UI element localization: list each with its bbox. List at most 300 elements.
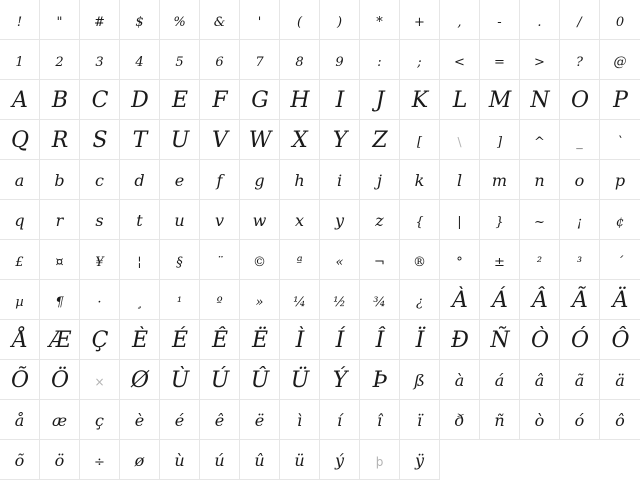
glyph: ø	[134, 451, 145, 470]
glyph: ü	[294, 451, 305, 470]
glyph-cell	[200, 320, 240, 360]
glyph-cell	[280, 40, 320, 80]
glyph-cell	[80, 440, 120, 480]
glyph-cell	[400, 440, 440, 480]
glyph-cell	[360, 280, 400, 320]
glyph: ò	[534, 411, 545, 430]
glyph: ]	[496, 135, 503, 150]
glyph-cell	[120, 0, 160, 40]
glyph: ç	[95, 411, 104, 430]
glyph: W	[248, 128, 271, 153]
glyph: ¥	[95, 255, 104, 270]
glyph: |	[457, 215, 462, 230]
glyph: I	[335, 88, 344, 113]
glyph-cell	[480, 0, 520, 40]
glyph-cell	[240, 400, 280, 440]
glyph-cell	[360, 240, 400, 280]
glyph-cell	[440, 200, 480, 240]
glyph-cell	[160, 240, 200, 280]
glyph-cell	[0, 280, 40, 320]
glyph: æ	[51, 411, 68, 430]
glyph-cell	[0, 360, 40, 400]
glyph: t	[136, 211, 143, 230]
glyph-cell	[320, 80, 360, 120]
glyph-cell	[80, 160, 120, 200]
glyph-cell	[520, 360, 560, 400]
glyph-cell	[560, 320, 600, 360]
glyph: (	[296, 15, 303, 30]
glyph-cell	[400, 400, 440, 440]
glyph: J	[375, 88, 384, 113]
glyph: 4	[135, 55, 144, 70]
glyph-cell	[160, 80, 200, 120]
glyph-cell	[80, 80, 120, 120]
glyph: i	[336, 171, 343, 190]
glyph: )	[336, 15, 343, 30]
glyph-cell	[160, 200, 200, 240]
glyph-cell	[480, 120, 520, 160]
glyph: Ü	[290, 368, 309, 393]
glyph-cell	[160, 280, 200, 320]
glyph: j	[377, 171, 382, 190]
glyph-cell	[320, 200, 360, 240]
glyph-cell	[560, 160, 600, 200]
glyph: µ	[15, 295, 24, 310]
glyph: þ	[375, 455, 384, 469]
glyph: <	[454, 55, 465, 70]
glyph: N	[530, 88, 549, 113]
glyph: `	[616, 135, 624, 150]
glyph-cell	[600, 240, 640, 280]
glyph-cell	[40, 80, 80, 120]
glyph-cell	[360, 80, 400, 120]
glyph: å	[14, 411, 25, 430]
glyph-cell	[360, 320, 400, 360]
glyph: a	[14, 171, 25, 190]
glyph-cell	[120, 440, 160, 480]
glyph-cell	[520, 200, 560, 240]
glyph-cell	[440, 80, 480, 120]
glyph-cell	[80, 200, 120, 240]
glyph-cell	[400, 240, 440, 280]
glyph: K	[411, 88, 428, 113]
glyph: Û	[250, 368, 269, 393]
glyph: Z	[372, 128, 387, 153]
glyph-cell	[320, 440, 360, 480]
glyph-cell	[280, 240, 320, 280]
glyph-cell	[240, 280, 280, 320]
glyph: z	[375, 211, 384, 230]
glyph-cell	[560, 120, 600, 160]
glyph: ú	[214, 451, 225, 470]
glyph: Ø	[130, 368, 149, 393]
glyph-cell	[520, 240, 560, 280]
glyph: ô	[615, 411, 625, 430]
glyph: "	[56, 15, 63, 30]
glyph-cell	[560, 40, 600, 80]
glyph: D	[131, 88, 148, 113]
glyph: ¿	[416, 295, 423, 310]
glyph-cell	[160, 120, 200, 160]
glyph-cell	[320, 120, 360, 160]
glyph: =	[494, 55, 505, 70]
glyph: ¸	[136, 295, 143, 310]
glyph-cell	[200, 280, 240, 320]
glyph-cell	[440, 360, 480, 400]
glyph-cell	[280, 320, 320, 360]
glyph-cell	[80, 400, 120, 440]
glyph: Ð	[451, 328, 468, 353]
glyph: ñ	[494, 411, 505, 430]
glyph: à	[454, 371, 465, 390]
glyph: u	[174, 211, 185, 230]
glyph-cell	[120, 280, 160, 320]
glyph-cell	[240, 0, 280, 40]
glyph-cell	[80, 240, 120, 280]
glyph: Ö	[50, 368, 69, 393]
glyph: V	[212, 128, 227, 153]
glyph: S	[92, 128, 107, 153]
glyph-cell	[80, 320, 120, 360]
glyph-cell	[560, 360, 600, 400]
glyph-cell	[320, 0, 360, 40]
glyph: !	[16, 15, 23, 30]
glyph: ¦	[137, 255, 142, 270]
glyph: }	[495, 215, 504, 230]
glyph-cell	[200, 200, 240, 240]
glyph: õ	[14, 451, 25, 470]
glyph-cell	[200, 40, 240, 80]
glyph-cell	[120, 400, 160, 440]
glyph-cell	[520, 0, 560, 40]
glyph: Ý	[332, 368, 347, 393]
glyph-cell	[400, 160, 440, 200]
glyph: g	[254, 171, 265, 190]
glyph-cell	[120, 160, 160, 200]
glyph-cell	[400, 0, 440, 40]
glyph: o	[574, 171, 585, 190]
glyph: E	[171, 88, 188, 113]
glyph-cell	[0, 240, 40, 280]
glyph-cell	[120, 320, 160, 360]
glyph: n	[534, 171, 545, 190]
glyph-cell	[160, 160, 200, 200]
glyph: ÿ	[414, 451, 425, 470]
glyph: Y	[332, 128, 347, 153]
glyph-cell	[360, 160, 400, 200]
glyph-cell	[280, 160, 320, 200]
glyph-cell	[480, 360, 520, 400]
glyph-cell	[600, 160, 640, 200]
glyph: p	[614, 171, 626, 190]
glyph: í	[336, 411, 343, 430]
glyph: x	[294, 211, 305, 230]
glyph-cell	[200, 240, 240, 280]
glyph-cell	[160, 0, 200, 40]
glyph-cell	[520, 120, 560, 160]
glyph: h	[294, 171, 305, 190]
glyph: Î	[375, 328, 384, 353]
glyph-cell	[360, 360, 400, 400]
glyph-cell	[480, 40, 520, 80]
glyph-cell	[320, 400, 360, 440]
glyph-cell	[240, 320, 280, 360]
glyph-cell	[480, 80, 520, 120]
glyph-cell	[120, 240, 160, 280]
glyph-cell	[160, 400, 200, 440]
glyph-cell	[520, 160, 560, 200]
glyph-cell	[0, 400, 40, 440]
glyph: :	[377, 55, 382, 70]
glyph: ù	[174, 451, 185, 470]
glyph-cell	[440, 0, 480, 40]
glyph-cell	[440, 400, 480, 440]
glyph-cell	[80, 360, 120, 400]
glyph-cell	[320, 240, 360, 280]
glyph: ¾	[373, 295, 386, 310]
glyph: &	[213, 15, 226, 30]
glyph-cell	[0, 200, 40, 240]
glyph-cell	[400, 120, 440, 160]
glyph-cell	[560, 400, 600, 440]
glyph: §	[176, 255, 183, 270]
glyph: %	[173, 15, 186, 30]
glyph: é	[174, 411, 185, 430]
glyph: -	[497, 15, 502, 30]
glyph: Ë	[251, 328, 268, 353]
glyph-cell	[240, 40, 280, 80]
glyph: Q	[10, 128, 29, 153]
glyph: Ô	[611, 328, 629, 353]
glyph: ì	[296, 411, 303, 430]
glyph-cell	[80, 40, 120, 80]
glyph: *	[376, 15, 383, 30]
glyph: r	[55, 211, 64, 230]
glyph: b	[54, 171, 65, 190]
glyph: d	[134, 171, 145, 190]
glyph: L	[452, 88, 467, 113]
glyph: Ä	[612, 288, 628, 313]
glyph-cell	[0, 80, 40, 120]
glyph: e	[174, 171, 185, 190]
glyph-cell	[200, 80, 240, 120]
glyph-cell	[200, 160, 240, 200]
glyph-cell	[480, 400, 520, 440]
glyph: ½	[333, 295, 346, 310]
glyph: ~	[534, 215, 545, 230]
glyph-cell	[200, 440, 240, 480]
glyph: ±	[494, 255, 505, 270]
glyph-cell	[0, 0, 40, 40]
glyph-cell	[320, 160, 360, 200]
glyph-cell	[40, 120, 80, 160]
glyph: ë	[254, 411, 265, 430]
glyph: Õ	[10, 368, 29, 393]
glyph: â	[534, 371, 545, 390]
glyph-cell	[560, 240, 600, 280]
glyph-cell	[40, 440, 80, 480]
glyph: À	[452, 288, 467, 313]
glyph-cell	[400, 280, 440, 320]
glyph: ;	[417, 55, 422, 70]
glyph: 8	[295, 55, 304, 70]
glyph: .	[537, 15, 542, 30]
glyph-cell	[400, 320, 440, 360]
glyph: 0	[615, 15, 625, 30]
glyph: Í	[335, 328, 344, 353]
glyph: Ê	[211, 328, 228, 353]
glyph-cell	[480, 240, 520, 280]
glyph: s	[95, 211, 104, 230]
glyph-cell	[240, 240, 280, 280]
glyph: £	[15, 255, 24, 270]
glyph-cell	[480, 280, 520, 320]
glyph: Ì	[295, 328, 304, 353]
glyph: 6	[215, 55, 224, 70]
glyph: v	[214, 211, 225, 230]
glyph-cell	[360, 0, 400, 40]
glyph-cell	[40, 200, 80, 240]
glyph: È	[131, 328, 148, 353]
glyph-cell	[280, 0, 320, 40]
glyph: 2	[55, 55, 64, 70]
glyph-cell	[320, 40, 360, 80]
glyph: ¬	[374, 255, 385, 270]
glyph: +	[414, 15, 425, 30]
glyph: [	[416, 135, 423, 150]
glyph: #	[94, 15, 105, 30]
glyph: ®	[413, 255, 426, 270]
glyph-cell	[400, 200, 440, 240]
glyph: C	[91, 88, 108, 113]
glyph-cell	[600, 280, 640, 320]
glyph-cell	[40, 40, 80, 80]
glyph-cell	[560, 0, 600, 40]
glyph-cell	[440, 40, 480, 80]
glyph: ï	[416, 411, 423, 430]
glyph-cell	[0, 320, 40, 360]
glyph-cell	[520, 40, 560, 80]
glyph-cell	[360, 120, 400, 160]
glyph-cell	[480, 160, 520, 200]
glyph-cell	[600, 320, 640, 360]
glyph-cell	[120, 200, 160, 240]
glyph: «	[335, 255, 344, 270]
glyph-cell	[200, 0, 240, 40]
glyph-cell	[80, 0, 120, 40]
glyph: Á	[492, 288, 507, 313]
glyph: á	[494, 371, 505, 390]
glyph-cell	[480, 320, 520, 360]
glyph-cell	[520, 400, 560, 440]
glyph-cell	[240, 360, 280, 400]
glyph: @	[613, 55, 627, 70]
glyph: è	[134, 411, 145, 430]
glyph: ä	[615, 371, 625, 390]
glyph-cell	[0, 440, 40, 480]
glyph: X	[292, 128, 307, 153]
glyph-cell	[560, 80, 600, 120]
glyph-cell	[320, 360, 360, 400]
glyph: ³	[576, 255, 583, 270]
glyph-cell	[600, 200, 640, 240]
glyph-cell	[120, 40, 160, 80]
glyph-cell	[360, 440, 400, 480]
glyph-cell	[200, 120, 240, 160]
glyph: »	[255, 295, 264, 310]
glyph-cell	[0, 160, 40, 200]
glyph: ¼	[293, 295, 306, 310]
glyph: ÷	[94, 455, 105, 470]
glyph-cell	[0, 120, 40, 160]
glyph: ó	[574, 411, 585, 430]
glyph: \	[457, 135, 462, 149]
glyph: °	[456, 255, 463, 270]
glyph-cell	[280, 200, 320, 240]
glyph: Ù	[170, 368, 189, 393]
glyph-cell	[440, 120, 480, 160]
glyph: $	[135, 15, 144, 30]
glyph: ð	[454, 411, 465, 430]
glyph-cell	[280, 120, 320, 160]
glyph-cell	[320, 320, 360, 360]
glyph-cell	[600, 120, 640, 160]
glyph-cell	[80, 120, 120, 160]
glyph-cell	[400, 80, 440, 120]
glyph: m	[491, 171, 508, 190]
glyph-cell	[40, 320, 80, 360]
glyph: >	[534, 55, 545, 70]
glyph-cell	[560, 280, 600, 320]
glyph-cell	[600, 400, 640, 440]
glyph: É	[171, 328, 188, 353]
glyph: ´	[616, 255, 624, 270]
glyph-cell	[360, 40, 400, 80]
glyph-cell	[240, 200, 280, 240]
glyph-cell	[120, 120, 160, 160]
glyph-cell	[0, 40, 40, 80]
glyph-cell	[40, 360, 80, 400]
glyph: F	[212, 88, 227, 113]
glyph: Ã	[572, 288, 587, 313]
glyph-cell	[600, 360, 640, 400]
glyph: A	[12, 88, 27, 113]
glyph: Ç	[91, 328, 108, 353]
glyph: Â	[532, 288, 547, 313]
glyph: G	[251, 88, 268, 113]
glyph: P	[613, 88, 627, 113]
glyph: ê	[214, 411, 225, 430]
glyph: '	[257, 15, 262, 30]
glyph-cell	[240, 120, 280, 160]
glyph-cell	[160, 440, 200, 480]
glyph-cell	[440, 160, 480, 200]
glyph: ý	[334, 451, 345, 470]
glyph: Ò	[530, 328, 549, 353]
glyph: ²	[536, 255, 543, 270]
glyph: ¤	[55, 255, 64, 270]
glyph-cell	[440, 280, 480, 320]
glyph-cell	[40, 0, 80, 40]
glyph: {	[415, 215, 424, 230]
glyph: ¡	[576, 215, 583, 230]
glyph: Å	[12, 328, 27, 353]
glyph: _	[576, 135, 583, 150]
glyph-cell	[480, 200, 520, 240]
glyph: ©	[253, 255, 266, 270]
glyph-cell	[240, 160, 280, 200]
glyph-cell	[120, 360, 160, 400]
